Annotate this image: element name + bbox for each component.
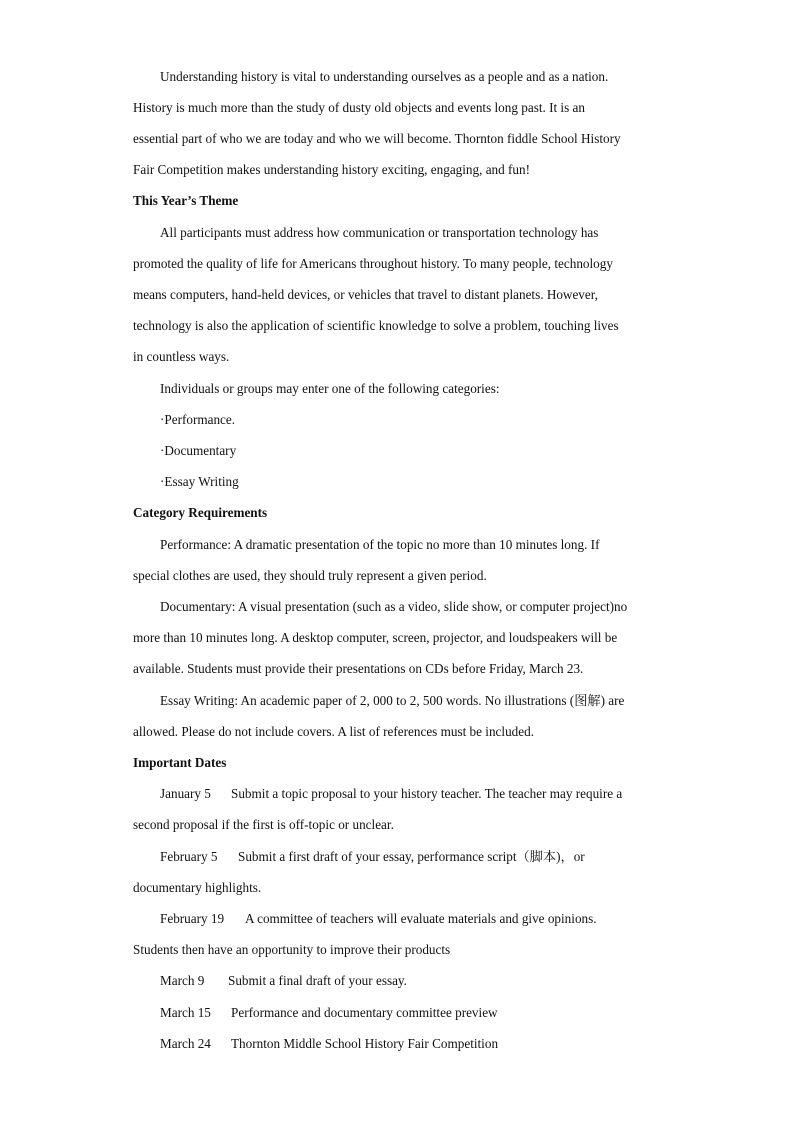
theme-categories-intro: Individuals or groups may enter one of the following categories: bbox=[160, 381, 500, 396]
theme-line-2: promoted the quality of life for Americans throughout history. To many people, technology bbox=[133, 256, 613, 271]
dates-heading: Important Dates bbox=[133, 755, 227, 770]
intro-line-1: Understanding history is vital to understanding ourselves as a people and as a nation. bbox=[160, 69, 609, 84]
date-jan5: January 5 bbox=[160, 786, 211, 801]
date-feb5-text: Submit a first draft of your essay, performance script（脚本)，or bbox=[238, 849, 585, 864]
documentary-line-1: Documentary: A visual presentation (such as a video, slide show, or computer project)no bbox=[160, 599, 628, 614]
theme-line-3: means computers, hand-held devices, or vehicles that travel to distant planets. However, bbox=[133, 287, 598, 302]
intro-line-4: Fair Competition makes understanding history exciting, engaging, and fun! bbox=[133, 162, 531, 177]
performance-line-2: special clothes are used, they should truly represent a given period. bbox=[133, 568, 487, 583]
intro-line-2: History is much more than the study of dusty old objects and events long past. It is an bbox=[133, 100, 585, 115]
theme-line-5: in countless ways. bbox=[133, 349, 230, 364]
date-feb19-text: A committee of teachers will evaluate materials and give opinions. bbox=[245, 911, 597, 926]
theme-line-1: All participants must address how communication or transportation technology has bbox=[160, 225, 599, 240]
date-mar9-text: Submit a final draft of your essay. bbox=[228, 973, 407, 988]
date-mar15: March 15 bbox=[160, 1005, 211, 1020]
essay-line-2: allowed. Please do not include covers. A list of references must be included. bbox=[133, 724, 535, 739]
date-mar24: March 24 bbox=[160, 1036, 211, 1051]
intro-line-3: essential part of who we are today and who we will become. Thornton fiddle School History bbox=[133, 131, 621, 146]
documentary-line-3: available. Students must provide their presentations on CDs before Friday, March 23. bbox=[133, 661, 584, 676]
category-item-performance: ·Performance. bbox=[160, 412, 236, 427]
date-mar9: March 9 bbox=[160, 973, 205, 988]
essay-line-1: Essay Writing: An academic paper of 2, 000 to 2, 500 words. No illustrations (图解) are bbox=[160, 693, 625, 708]
date-feb19: February 19 bbox=[160, 911, 225, 926]
category-item-essay: ·Essay Writing bbox=[160, 474, 239, 489]
requirements-heading: Category Requirements bbox=[133, 505, 268, 520]
documentary-line-2: more than 10 minutes long. A desktop computer, screen, projector, and loudspeakers will be bbox=[133, 630, 618, 645]
date-feb5-text-cont: documentary highlights. bbox=[133, 880, 262, 895]
theme-line-4: technology is also the application of scientific knowledge to solve a problem, touching lives bbox=[133, 318, 619, 333]
date-feb19-text-cont: Students then have an opportunity to improve their products bbox=[133, 942, 451, 957]
category-item-documentary: ·Documentary bbox=[160, 443, 237, 458]
date-feb5: February 5 bbox=[160, 849, 218, 864]
theme-heading: This Year’s Theme bbox=[133, 193, 239, 208]
date-mar24-text: Thornton Middle School History Fair Competition bbox=[231, 1036, 499, 1051]
performance-line-1: Performance: A dramatic presentation of the topic no more than 10 minutes long. If bbox=[160, 537, 600, 552]
date-mar15-text: Performance and documentary committee preview bbox=[231, 1005, 498, 1020]
date-jan5-text: Submit a topic proposal to your history teacher. The teacher may require a bbox=[231, 786, 623, 801]
date-jan5-text-cont: second proposal if the first is off-topic or unclear. bbox=[133, 817, 394, 832]
